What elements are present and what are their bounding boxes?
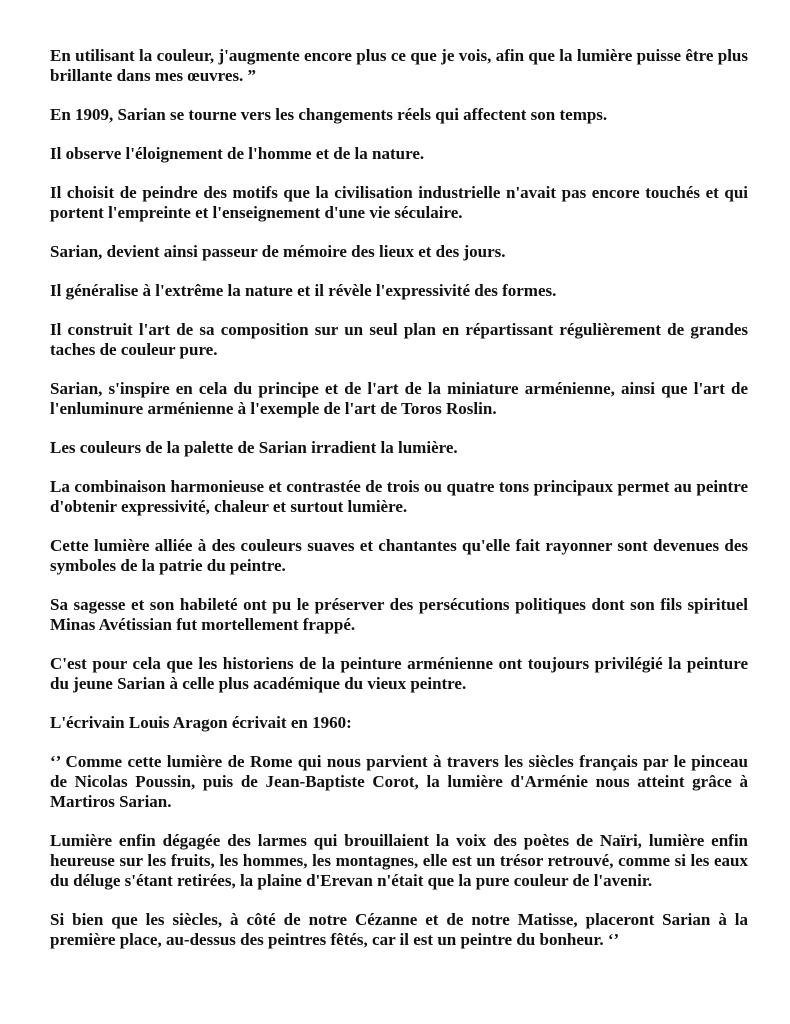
quote-paragraph: ‘’ Comme cette lumière de Rome qui nous parvient à travers les siècles français par le pinceau de Nicolas Poussin, puis de Jean-Baptiste Corot, la lumière d'Arménie nous atteint grâce à Martiros Sarian. [50,752,748,811]
paragraph: L'écrivain Louis Aragon écrivait en 1960: [50,713,352,732]
paragraph: Sarian, devient ainsi passeur de mémoire des lieux et des jours. [50,242,506,261]
paragraph: Sa sagesse et son habileté ont pu le préserver des persécutions politiques dont son fils spirituel Minas Avétissian fut mortellement frappé. [50,595,748,634]
paragraph: Il observe l'éloignement de l'homme et de la nature. [50,144,425,163]
paragraph: Sarian, s'inspire en cela du principe et de l'art de la miniature arménienne, ainsi que l'art de l'enluminure arménienne à l'exemple de l'art de Toros Roslin. [50,379,748,418]
paragraph: Il construit l'art de sa composition sur un seul plan en répartissant régulièrement de grandes taches de couleur pure. [50,320,748,359]
paragraph: En 1909, Sarian se tourne vers les changements réels qui affectent son temps. [50,105,608,124]
paragraph: Cette lumière alliée à des couleurs suaves et chantantes qu'elle fait rayonner sont devenues des symboles de la patrie du peintre. [50,536,748,575]
paragraph: C'est pour cela que les historiens de la peinture arménienne ont toujours privilégié la peinture du jeune Sarian à celle plus académique du vieux peintre. [50,654,748,693]
paragraph: Il généralise à l'extrême la nature et il révèle l'expressivité des formes. [50,281,557,300]
paragraph: En utilisant la couleur, j'augmente encore plus ce que je vois, afin que la lumière puisse être plus brillante dans mes œuvres. ” [50,46,748,85]
paragraph: Les couleurs de la palette de Sarian irradient la lumière. [50,438,458,457]
document-body [50,46,748,969]
quote-paragraph: Si bien que les siècles, à côté de notre Cézanne et de notre Matisse, placeront Sarian à la première place, au-dessus des peintres fêtés, car il est un peintre du bonheur. ‘’ [50,910,748,949]
paragraph: Il choisit de peindre des motifs que la civilisation industrielle n'avait pas encore touchés et qui portent l'empreinte et l'enseignement d'une vie séculaire. [50,183,748,222]
paragraph: La combinaison harmonieuse et contrastée de trois ou quatre tons principaux permet au peintre d'obtenir expressivité, chaleur et surtout lumière. [50,477,748,516]
quote-paragraph: Lumière enfin dégagée des larmes qui brouillaient la voix des poètes de Naïri, lumière enfin heureuse sur les fruits, les hommes, les montagnes, elle est un trésor retrouvé, comme si les eaux du déluge s'étant retirées, la plaine d'Erevan n'était que la pure couleur de l'avenir. [50,831,748,890]
